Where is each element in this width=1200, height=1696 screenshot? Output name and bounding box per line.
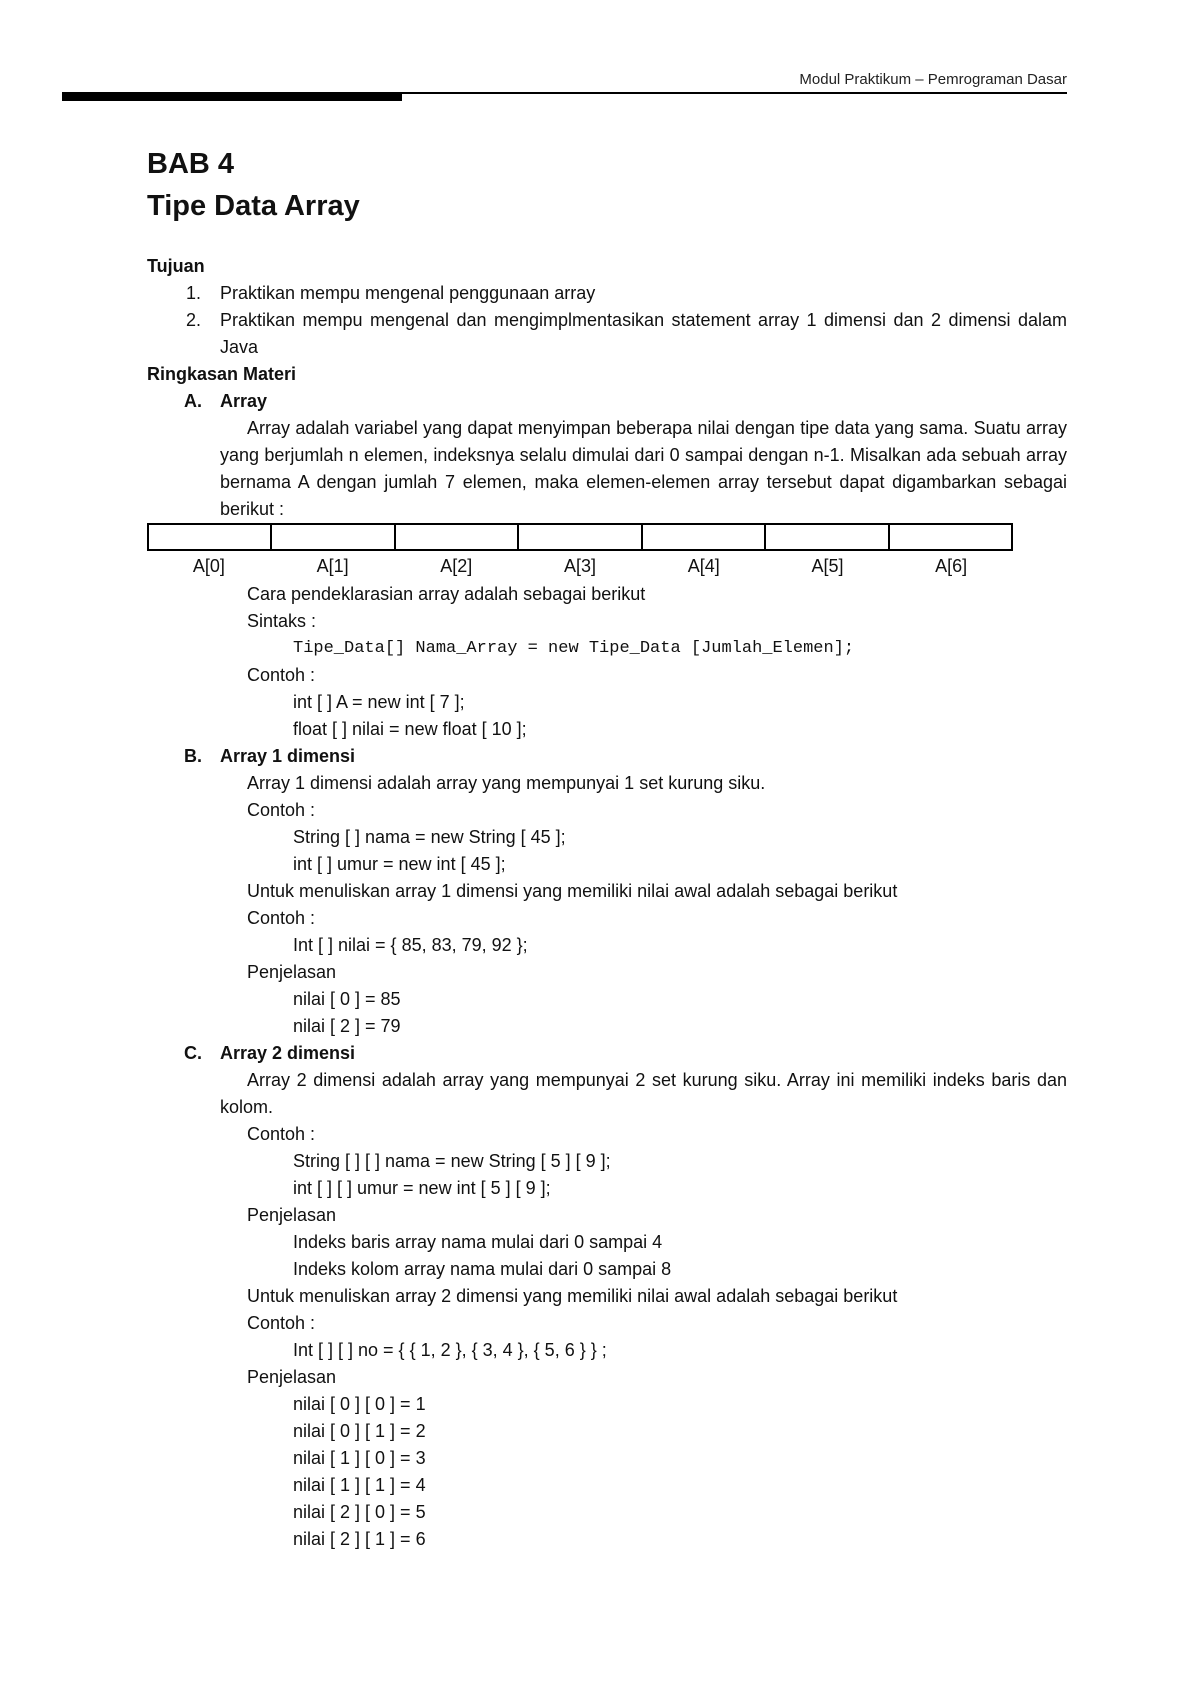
init-intro: Untuk menuliskan array 1 dimensi yang memiliki nilai awal adalah sebagai berikut xyxy=(247,881,898,901)
explanation-line: Indeks kolom array nama mulai dari 0 sampai 8 xyxy=(293,1259,672,1279)
array-cell xyxy=(396,525,519,549)
code-example: String [ ] nama = new String [ 45 ]; xyxy=(293,827,566,847)
list-number: 2. xyxy=(186,310,202,330)
section-letter: B. xyxy=(184,746,202,766)
penjelasan-label: Penjelasan xyxy=(247,1205,337,1225)
document-body xyxy=(147,253,1067,1553)
section-c-paragraph: Array 2 dimensi adalah array yang mempunyai 2 set kurung siku. Array ini memiliki indeks baris dan kolom. xyxy=(220,1070,1067,1117)
explanation-line: nilai [ 0 ] = 85 xyxy=(293,989,401,1009)
code-example: int [ ] umur = new int [ 45 ]; xyxy=(293,854,506,874)
tujuan-heading: Tujuan xyxy=(147,256,205,276)
list-text: Praktikan mempu mengenal dan mengimplmentasikan statement array 1 dimensi dan 2 dimensi dalam Java xyxy=(220,310,1067,357)
code-example: int [ ] A = new int [ 7 ]; xyxy=(293,692,465,712)
section-title: Array 1 dimensi xyxy=(220,746,356,766)
code-example: String [ ] [ ] nama = new String [ 5 ] [ 9 ]; xyxy=(293,1151,611,1171)
array-index-label: A[6] xyxy=(935,556,968,576)
section-b-paragraph: Array 1 dimensi adalah array yang mempunyai 1 set kurung siku. xyxy=(247,773,766,793)
explanation-line: nilai [ 0 ] [ 1 ] = 2 xyxy=(293,1421,426,1441)
array-cell xyxy=(272,525,395,549)
contoh-label: Contoh : xyxy=(247,1313,316,1333)
section-c-heading xyxy=(147,1040,1067,1067)
sintaks-label: Sintaks : xyxy=(247,611,317,631)
array-cell xyxy=(519,525,642,549)
contoh-label: Contoh : xyxy=(247,665,316,685)
tujuan-list xyxy=(147,280,1067,361)
code-example: int [ ] [ ] umur = new int [ 5 ] [ 9 ]; xyxy=(293,1178,551,1198)
code-example: Int [ ] nilai = { 85, 83, 79, 92 }; xyxy=(293,935,528,955)
penjelasan-label: Penjelasan xyxy=(247,1367,337,1387)
contoh-label: Contoh : xyxy=(247,1124,316,1144)
explanation-line: nilai [ 0 ] [ 0 ] = 1 xyxy=(293,1394,426,1414)
chapter-number: BAB 4 xyxy=(147,148,235,180)
list-number: 1. xyxy=(186,283,202,303)
decl-intro: Cara pendeklarasian array adalah sebagai berikut xyxy=(247,584,646,604)
array-index-label: A[1] xyxy=(316,556,349,576)
header-rule-accent xyxy=(62,92,402,101)
contoh-label: Contoh : xyxy=(247,908,316,928)
array-index-label: A[4] xyxy=(687,556,720,576)
code-example: Int [ ] [ ] no = { { 1, 2 }, { 3, 4 }, { 5, 6 } } ; xyxy=(293,1340,607,1360)
init-intro: Untuk menuliskan array 2 dimensi yang memiliki nilai awal adalah sebagai berikut xyxy=(247,1286,898,1306)
explanation-line: nilai [ 2 ] = 79 xyxy=(293,1016,401,1036)
section-a-heading xyxy=(147,388,1067,415)
chapter-title: Tipe Data Array xyxy=(147,190,360,222)
explanation-line: nilai [ 2 ] [ 1 ] = 6 xyxy=(293,1529,426,1549)
section-letter: C. xyxy=(184,1043,202,1063)
array-cell xyxy=(890,525,1011,549)
list-item xyxy=(147,307,1067,361)
explanation-line: nilai [ 1 ] [ 1 ] = 4 xyxy=(293,1475,426,1495)
array-cell xyxy=(643,525,766,549)
section-title: Array 2 dimensi xyxy=(220,1043,356,1063)
array-cell xyxy=(149,525,272,549)
penjelasan-label: Penjelasan xyxy=(247,962,337,982)
explanation-line: Indeks baris array nama mulai dari 0 sampai 4 xyxy=(293,1232,663,1252)
contoh-label: Contoh : xyxy=(247,800,316,820)
explanation-line: nilai [ 1 ] [ 0 ] = 3 xyxy=(293,1448,426,1468)
section-b-heading xyxy=(147,743,1067,770)
syntax-line: Tipe_Data[] Nama_Array = new Tipe_Data [Jumlah_Elemen]; xyxy=(293,639,855,658)
array-diagram xyxy=(147,523,1013,551)
code-example: float [ ] nilai = new float [ 10 ]; xyxy=(293,719,527,739)
ringkasan-heading: Ringkasan Materi xyxy=(147,364,297,384)
array-index-label: A[3] xyxy=(564,556,597,576)
section-title: Array xyxy=(220,391,268,411)
running-header: Modul Praktikum – Pemrograman Dasar xyxy=(799,71,1067,88)
array-index-label: A[0] xyxy=(192,556,225,576)
list-text: Praktikan mempu mengenal penggunaan array xyxy=(220,283,596,303)
section-a-paragraph: Array adalah variabel yang dapat menyimpan beberapa nilai dengan tipe data yang sama. Suatu array yang berjumlah n elemen, indeksnya selalu dimulai dari 0 sampai dengan n-1. Misalkan ada sebuah array bernama A dengan jumlah 7 elemen, maka elemen-elemen array tersebut dapat digambarkan sebagai berikut : xyxy=(220,418,1067,519)
explanation-line: nilai [ 2 ] [ 0 ] = 5 xyxy=(293,1502,426,1522)
array-index-labels xyxy=(147,551,1013,581)
array-cell xyxy=(766,525,889,549)
array-index-label: A[2] xyxy=(440,556,473,576)
array-index-label: A[5] xyxy=(811,556,844,576)
list-item xyxy=(147,280,1067,307)
section-letter: A. xyxy=(184,391,202,411)
